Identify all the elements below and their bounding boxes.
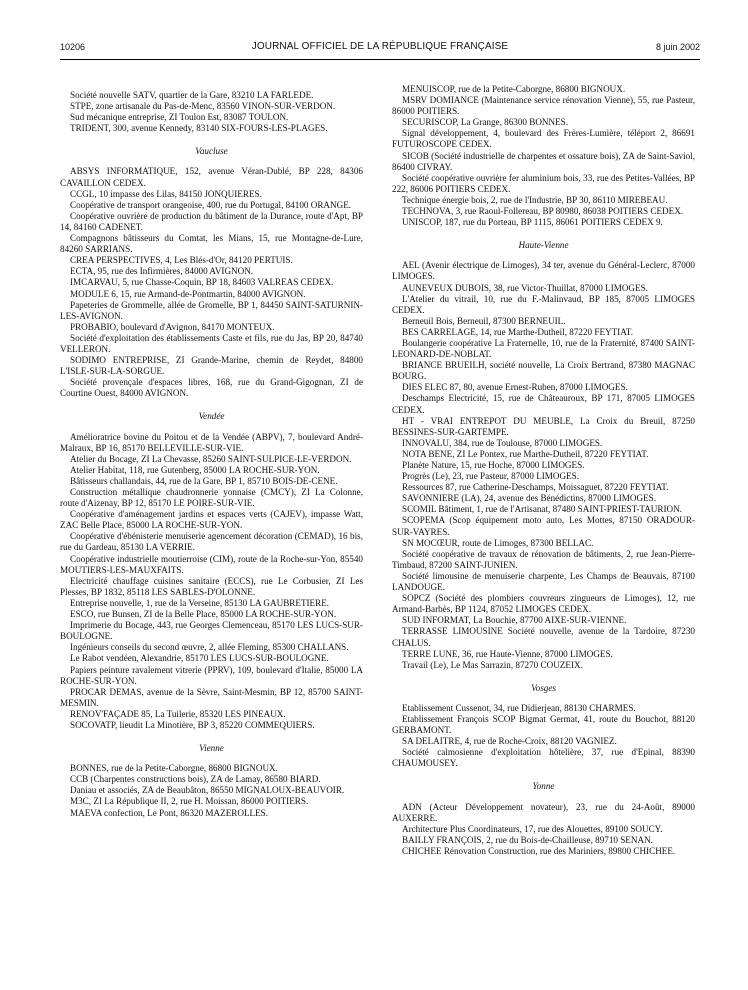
company-entry: Le Rabot vendéen, Alexandrie, 85170 LES LUCS-SUR-BOULOGNE. [70, 653, 329, 664]
company-entry: DIES ELEC 87, 80, avenue Ernest-Ruben, 87000 LIMOGES. [402, 382, 628, 393]
company-entry: Architecture Plus Coordinateurs, 17, rue des Alouettes, 89100 SOUCY. [402, 823, 663, 834]
company-entry: Daniau et associés, ZA de Beaubâton, 86550 MIGNALOUX-BEAUVOIR. [70, 785, 345, 796]
company-entry: Signal développement, 4, boulevard des Frères-Lumière, téléport 2, 86691 FUTUROSCOPE CEDEX. [392, 128, 695, 150]
company-entry: Imprimerie du Bocage, 443, rue Georges Clemenceau, 85170 LES LUCS-SUR-BOULOGNE. [60, 620, 363, 642]
company-entry: UNISCOP, 187, rue du Porteau, BP 1115, 86061 POITIERS CEDEX 9. [402, 217, 663, 228]
company-entry: Société provençale d'espaces libres, 168, rue du Grand-Gigognan, ZI de Courtine Ouest, 84000 AVIGNON. [60, 377, 363, 399]
company-entry: NOTA BENE, ZI Le Pontex, rue Marthe-Dutheil, 87220 FEYTIAT. [402, 448, 649, 459]
company-entry: Sud mécanique entreprise, ZI Toulon Est, 83087 TOULON. [70, 112, 289, 123]
company-entry: Boulangerie coopérative La Fraternelle, 10, rue de la Fraternité, 87400 SAINT-LEONARD-DE-NOBLAT. [392, 337, 695, 360]
left-column [60, 90, 363, 819]
department-heading: Vosges [531, 682, 556, 693]
company-entry: CREA PERSPECTIVES, 4, Les Blés-d'Or, 84120 PERTUIS. [70, 255, 293, 266]
company-entry: SCOPEMA (Scop équipement moto auto, Les Mottes, 87150 ORADOUR-SUR-VAYRES. [392, 515, 695, 537]
company-entry: MAEVA confection, Le Pont, 86320 MAZEROLLES. [70, 807, 269, 818]
company-entry: Construction métallique chaudronnerie yonnaise (CMCY), ZI La Colonne, route d'Aizenay, BP 12, 85170 LE POIRE-SUR-VIE. [60, 487, 363, 509]
company-entry: HT - VRAI ENTREPOT DU MEUBLE, La Croix du Breuil, 87250 BESSINES-SUR-GARTEMPE. [392, 415, 695, 437]
company-entry: SODIMO ENTREPRISE, ZI Grande-Marine, chemin de Reydet, 84800 L'ISLE-SUR-LA-SORGUE. [60, 355, 363, 377]
company-entry: AUNEVEUX DUBOIS, 38, rue Victor-Thuillat, 87000 LIMOGES. [402, 282, 648, 293]
company-entry: IMCARVAU, 5, rue Chasse-Coquin, BP 18, 84603 VALREAS CEDEX. [70, 277, 334, 288]
company-entry: AEL (Avenir électrique de Limoges), 34 ter, avenue du Général-Leclerc, 87000 LIMOGES. [392, 260, 695, 282]
header-rule [60, 59, 700, 60]
journal-title: JOURNAL OFFICIEL DE LA RÉPUBLIQUE FRANÇAISE [251, 41, 509, 52]
company-entry: Planète Nature, 15, rue Hoche, 87000 LIMOGES. [402, 460, 585, 470]
company-entry: Ressources 87, rue Catherine-Deschamps, Moissaguet, 87220 FEYTIAT. [402, 482, 669, 493]
company-entry: MODULE 6, 15, rue Armand-de-Pontmartin, 84000 AVIGNON. [70, 288, 306, 299]
company-entry: Papeteries de Grommelle, allée de Gromelle, BP 1, 84450 SAINT-SATURNIN-LES-AVIGNON. [60, 299, 363, 321]
company-entry: Amélioratrice bovine du Poitou et de la Vendée (ABPV), 7, boulevard André-Malraux, BP 16, 85170 BELLEVILLE-SUR-VIE. [60, 431, 363, 453]
department-heading: Yonne [532, 781, 555, 792]
company-entry: Société d'exploitation des établissements Caste et fils, rue du Jas, BP 20, 84740 VELLERON. [60, 332, 363, 354]
company-entry: M3C, ZI La République II, 2, rue H. Moissan, 86000 POITIERS. [70, 796, 309, 807]
company-entry: Travail (Le), Le Mas Sarrazin, 87270 COUZEIX. [402, 659, 583, 670]
company-entry: Etablissement François SCOP Bigmat Germat, 41, route du Bouchot, 88120 GERBAMONT. [392, 713, 695, 736]
company-entry: Coopérative ouvrière de production du bâtiment de la Durance, route d'Apt, BP 14, 84160 CADENET. [60, 210, 363, 232]
company-entry: Société coopérative de travaux de rénovation de bâtiments, 2, rue Jean-Pierre-Timbaud, 87200 SAINT-JUNIEN. [392, 548, 695, 570]
department-heading: Haute-Vienne [518, 240, 569, 251]
company-entry: Etablissement Cussenot, 34, rue Didierjean, 88130 CHARMES. [402, 702, 636, 713]
company-entry: SN MOCŒUR, route de Limoges, 87300 BELLAC. [402, 537, 594, 548]
company-entry: Progrès (Le), 23, rue Pasteur, 87000 LIMOGES. [402, 471, 580, 482]
publication-date: 8 juin 2002 [655, 42, 700, 52]
company-entry: PROCAR DEMAS, avenue de la Sèvre, Saint-Mesmin, BP 12, 85700 SAINT-MESMIN. [60, 686, 363, 708]
company-entry: Société coopérative ouvrière fer aluminium bois, 33, rue des Petites-Vallées, BP 222, 86006 POITIERS CEDEX. [392, 172, 695, 194]
department-heading: Vendée [198, 411, 225, 422]
company-entry: RENOV'FAÇADE 85, La Tuilerie, 85320 LES PINEAUX. [70, 708, 286, 719]
company-entry: INNOVALU, 384, rue de Toulouse, 87000 LIMOGES. [402, 437, 603, 448]
company-entry: Deschamps Electricité, 15, rue de Châteauroux, BP 171, 87005 LIMOGES CEDEX. [392, 393, 695, 415]
company-entry: MENUISCOP, rue de la Petite-Caborgne, 86800 BIGNOUX. [402, 84, 626, 94]
company-entry: TERRASSE LIMOUSINE Société nouvelle, avenue de la Tardoire, 87230 CHALUS. [392, 626, 695, 648]
company-entry: BES CARRELAGE, 14, rue Marthe-Dutheil, 87220 FEYTIAT. [402, 326, 633, 337]
company-entry: ABSYS INFORMATIQUE, 152, avenue Véran-Dublé, BP 228, 84306 CAVAILLON CEDEX. [60, 166, 363, 188]
department-heading: Vaucluse [195, 146, 228, 157]
company-entry: CCGL, 10 impasse des Lilas, 84150 JONQUIERES. [70, 188, 262, 199]
company-entry: SECURISCOP, La Grange, 86300 BONNES. [402, 117, 569, 128]
company-entry: Ingénieurs conseils du second œuvre, 2, allée Fleming, 85300 CHALLANS. [70, 642, 349, 653]
company-entry: ESCO, rue Bunsen, ZI de la Belle Place, 85000 LA ROCHE-SUR-YON. [70, 609, 337, 620]
company-entry: Berneuil Bois, Berneuil, 87300 BERNEUIL. [402, 315, 566, 326]
company-entry: Société calmosienne d'exploitation hôtelière, 37, rue d'Epinal, 88390 CHAUMOUSEY. [392, 747, 695, 769]
company-entry: SUD INFORMAT, La Bouchie, 87700 AIXE-SUR-VIENNE. [402, 615, 627, 626]
company-entry: Coopérative de transport orangeoise, 400, rue du Portugal, 84100 ORANGE. [70, 199, 352, 210]
company-entry: Coopérative industrielle moutierroise (CIM), route de la Roche-sur-Yon, 85540 MOUTIERS-LES-MAUXFAITS. [60, 553, 363, 575]
company-entry: TERRE LUNE, 36, rue Haute-Vienne, 87000 LIMOGES. [402, 648, 613, 659]
company-entry: SICOB (Société industrielle de charpentes et ossature bois), ZA de Saint-Saviol, 86400 CIVRAY. [392, 150, 695, 172]
company-entry: MSRV DOMIANCE (Maintenance service rénovation Vienne), 55, rue Pasteur, 86000 POITIERS. [392, 95, 695, 117]
company-entry: BONNES, rue de la Petite-Caborgne, 86800 BIGNOUX. [70, 763, 278, 774]
company-entry: CCB (Charpentes constructions bois), ZA de Lamay, 86580 BIARD. [70, 774, 321, 785]
company-entry: Atelier Habitat, 118, rue Gutenberg, 85000 LA ROCHE-SUR-YON. [70, 464, 320, 475]
company-entry: SAVONNIERE (LA), 24, avenue des Bénédictins, 87000 LIMOGES. [402, 493, 657, 504]
company-entry: ADN (Acteur Développement novateur), 23, rue du 24-Août, 89000 AUXERRE. [392, 801, 695, 823]
page-number: 10206 [60, 42, 86, 52]
company-entry: PROBABIO, boulevard d'Avignon, 84170 MONTEUX. [70, 321, 275, 332]
company-entry: Entreprise nouvelle, 1, rue de la Verseine, 85130 LA GAUBRETIERE. [70, 597, 330, 608]
page-header [60, 38, 700, 54]
company-entry: SOPCZ (Société des plombiers couvreurs zingueurs de Limoges), 12, rue Armand-Barbès, BP 1124, 87052 LIMOGES CEDEX. [392, 593, 695, 615]
company-entry: SA DELAITRE, 4, rue de Roche-Croix, 88120 VAGNIEZ. [402, 736, 617, 747]
company-entry: Coopérative d'ébénisterie menuiserie agencement décoration (CEMAD), 16 bis, rue du Gardeau, 85130 LA VERRIE. [60, 531, 363, 553]
company-entry: Compagnons bâtisseurs du Comtat, les Mians, 15, rue Montagne-de-Lure, 84260 SARRIANS. [60, 233, 363, 255]
company-entry: Bâtisseurs challandais, 44, rue de la Gare, BP 1, 85710 BOIS-DE-CENE. [70, 475, 338, 486]
company-entry: ECTA, 95, rue des Infirmières, 84000 AVIGNON. [70, 266, 254, 277]
company-entry: TECHNOVA, 3, rue Raoul-Follereau, BP 80980, 86038 POITIERS CEDEX. [402, 206, 684, 217]
department-heading: Vienne [199, 743, 224, 754]
company-entry: SCOMIL Bâtiment, 1, rue de l'Artisanat, 87480 SAINT-PRIEST-TAURION. [402, 504, 682, 515]
company-entry: Société limousine de menuiserie charpente, Les Champs de Beauvais, 87100 LANDOUGE. [392, 570, 695, 593]
company-entry: Electricité chauffage cuisines sanitaire (ECCS), rue Le Corbusier, ZI Les Plesses, BP 1832, 85118 LES SABLES-D'OLONNE. [60, 575, 363, 597]
company-entry: Société nouvelle SATV, quartier de la Gare, 83210 LA FARLEDE. [70, 90, 314, 100]
company-entry: TRIDENT, 300, avenue Kennedy, 83140 SIX-FOURS-LES-PLAGES. [70, 123, 328, 134]
company-entry: CHICHEE Rénovation Construction, rue des Mariniers, 89800 CHICHEE. [402, 845, 676, 856]
company-entry: BRIANCE BRUEILH, société nouvelle, La Croix Bertrand, 87380 MAGNAC BOURG. [392, 360, 695, 382]
company-entry: Atelier du Bocage, ZI La Chevasse, 85260 SAINT-SULPICE-LE-VERDON. [70, 453, 352, 464]
company-entry: Coopérative d'aménagement jardins et espaces verts (CAJEV), impasse Watt, ZAC Belle Place, 85000 LA ROCHE-SUR-YON. [60, 509, 363, 531]
company-entry: BAILLY FRANÇOIS, 2, rue du Bois-de-Chailleuse, 89710 SENAN. [402, 834, 653, 845]
company-entry: SOCOVATP, lieudit La Minotière, BP 3, 85220 COMMEQUIERS. [70, 719, 315, 730]
company-entry: Papiers peinture ravalement vitrerie (PPRV), 109, boulevard d'Italie, 85000 LA ROCHE-SUR-YON. [60, 664, 363, 686]
company-entry: Technique énergie bois, 2, rue de l'Industrie, BP 30, 86110 MIREBEAU. [402, 194, 668, 205]
company-entry: L'Atelier du vitrail, 10, rue du F.-Malinvaud, BP 185, 87005 LIMOGES CEDEX. [392, 293, 695, 315]
company-entry: STPE, zone artisanale du Pas-de-Menc, 83560 VINON-SUR-VERDON. [70, 101, 336, 112]
right-column [392, 84, 695, 857]
